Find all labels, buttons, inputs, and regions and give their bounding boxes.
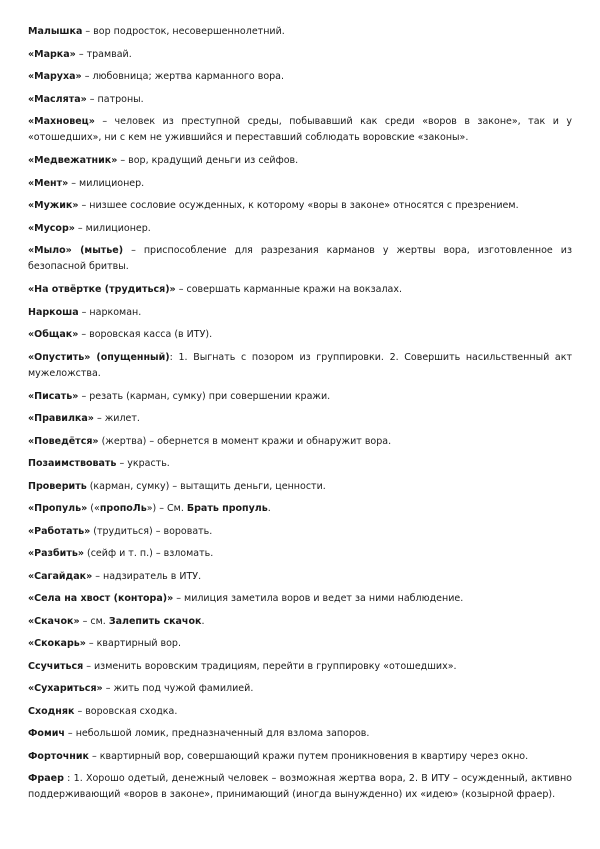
entry-definition: – воровская касса (в ИТУ). xyxy=(78,329,213,340)
entry-term: Фомич xyxy=(28,728,65,739)
entry-definition: – трамвай. xyxy=(75,48,132,60)
entry-definition: – совершать карманные кражи на вокзалах. xyxy=(175,284,402,295)
entry-term: «Мусор» xyxy=(28,222,75,234)
glossary-entry xyxy=(28,153,572,169)
entry-definition: – изменить воровским традициям, перейти в группировку «отошедших». xyxy=(83,660,457,672)
entry-term: «Правилка» xyxy=(28,413,94,424)
entry-definition: – милиция заметила воров и ведет за ними наблюдение. xyxy=(173,593,464,604)
entry-term: Ссучиться xyxy=(28,660,84,672)
entry-definition: – см. xyxy=(79,615,109,627)
entry-term: «Маруха» xyxy=(28,71,82,82)
glossary-entry xyxy=(28,749,572,765)
glossary-entry xyxy=(28,327,572,343)
glossary-entry xyxy=(28,681,572,697)
entry-definition: – любовница; жертва карманного вора. xyxy=(81,71,285,82)
glossary-entry xyxy=(28,47,572,63)
entry-definition: – квартирный вор. xyxy=(85,638,181,649)
glossary-entry xyxy=(28,114,572,146)
entry-term: «Маслята» xyxy=(28,93,87,105)
glossary-entry xyxy=(28,221,572,237)
entry-definition: – воровская сходка. xyxy=(74,705,178,717)
entry-term: Позаимствовать xyxy=(28,458,117,469)
glossary-entry xyxy=(28,305,572,321)
glossary-entry xyxy=(28,479,572,495)
entry-term: Форточник xyxy=(28,750,89,762)
entry-definition: : 1. Выгнать с позором из группировки. 2. Совершить насильственный акт мужеложства. xyxy=(28,351,572,379)
entry-term: Залепить скачок xyxy=(108,615,202,627)
glossary-entry xyxy=(28,524,572,540)
glossary-entry xyxy=(28,771,572,803)
entry-term: «Разбить» xyxy=(28,548,84,559)
glossary-entry xyxy=(28,198,572,214)
entry-definition: – вор, крадущий деньги из сейфов. xyxy=(117,155,299,166)
glossary-entry xyxy=(28,614,572,630)
entry-definition: (« xyxy=(87,503,100,514)
entry-definition: : 1. Хорошо одетый, денежный человек – возможная жертва вора, 2. В ИТУ – осужденный, активно поддерживающий «воров в законе», принимающий (иногда вынужденно) их «идею» (козырной фраер). xyxy=(28,773,572,800)
glossary-entry xyxy=(28,569,572,585)
entry-definition: ») – См. xyxy=(146,503,187,514)
glossary-entry xyxy=(28,591,572,607)
glossary-entry xyxy=(28,243,572,275)
glossary-entries xyxy=(28,24,572,803)
entry-term: «На отвёртке (трудиться)» xyxy=(28,284,176,295)
entry-term: «Мыло» (мытье) xyxy=(28,245,124,256)
entry-term: Брать пропуль xyxy=(186,503,268,514)
entry-term: пропоЛь xyxy=(99,503,147,514)
entry-term: «Сухариться» xyxy=(28,683,103,694)
entry-term: «Марка» xyxy=(28,48,76,60)
glossary-entry xyxy=(28,282,572,298)
entry-term: Наркоша xyxy=(28,306,79,318)
glossary-entry xyxy=(28,726,572,742)
entry-definition: – украсть. xyxy=(116,458,170,469)
glossary-entry xyxy=(28,411,572,427)
entry-term: «Махновец» xyxy=(28,116,95,127)
entry-definition: (карман, сумку) – вытащить деньги, ценности. xyxy=(86,480,326,492)
glossary-entry xyxy=(28,546,572,562)
entry-definition: – жить под чужой фамилией. xyxy=(102,683,254,694)
glossary-entry xyxy=(28,350,572,382)
entry-term: Малышка xyxy=(28,26,83,37)
glossary-entry xyxy=(28,704,572,720)
entry-definition: (сейф и т. п.) – взломать. xyxy=(83,548,214,559)
entry-definition: – милиционер. xyxy=(68,177,145,189)
entry-definition: – надзиратель в ИТУ. xyxy=(92,570,202,582)
glossary-entry xyxy=(28,659,572,675)
entry-definition: – небольшой ломик, предназначенный для взлома запоров. xyxy=(64,728,370,739)
entry-term: «Скачок» xyxy=(28,615,80,627)
entry-definition: – резать (карман, сумку) при совершении кражи. xyxy=(78,390,331,402)
entry-definition: – милиционер. xyxy=(74,222,151,234)
entry-definition: – человек из преступной среды, побывавший как среди «воров в законе», так и у «отошедших», ни с кем не ужившийся и переставший соблюдать воровские «законы». xyxy=(28,116,572,143)
entry-term: «Скокарь» xyxy=(28,638,86,649)
glossary-entry xyxy=(28,636,572,652)
entry-term: Фраер xyxy=(28,773,64,784)
entry-term: «Сагайдак» xyxy=(28,570,93,582)
entry-definition: (трудиться) – воровать. xyxy=(90,525,213,537)
entry-definition: – вор подросток, несовершеннолетний. xyxy=(82,26,285,37)
entry-term: Сходняк xyxy=(28,705,75,717)
entry-term: «Пропуль» xyxy=(28,503,88,514)
entry-definition: – низшее сословие осужденных, к которому «воры в законе» относятся с презрением. xyxy=(78,200,519,211)
entry-definition: – наркоман. xyxy=(78,306,142,318)
entry-definition: – приспособление для разрезания карманов у жертвы вора, изготовленное из безопасной бритвы. xyxy=(28,245,572,272)
entry-term: «Мент» xyxy=(28,177,69,189)
entry-term: «Опустить» (опущенный) xyxy=(28,351,170,363)
entry-term: Проверить xyxy=(28,480,87,492)
entry-term: «Села на хвост (контора)» xyxy=(28,593,174,604)
entry-definition: . xyxy=(201,615,205,627)
glossary-entry xyxy=(28,389,572,405)
entry-definition: . xyxy=(267,503,271,514)
entry-definition: (жертва) – обернется в момент кражи и обнаружит вора. xyxy=(98,435,392,447)
entry-term: «Общак» xyxy=(28,329,79,340)
glossary-entry xyxy=(28,456,572,472)
entry-term: «Поведётся» xyxy=(28,435,99,447)
entry-term: «Мужик» xyxy=(28,200,79,211)
entry-definition: – патроны. xyxy=(86,93,144,105)
entry-term: «Медвежатник» xyxy=(28,155,118,166)
glossary-entry xyxy=(28,176,572,192)
glossary-entry xyxy=(28,69,572,85)
entry-term: «Работать» xyxy=(28,525,91,537)
glossary-entry xyxy=(28,92,572,108)
entry-definition: – жилет. xyxy=(93,413,140,424)
entry-term: «Писать» xyxy=(28,390,79,402)
glossary-entry xyxy=(28,24,572,40)
entry-definition: – квартирный вор, совершающий кражи путем проникновения в квартиру через окно. xyxy=(88,750,529,762)
glossary-entry xyxy=(28,434,572,450)
glossary-entry xyxy=(28,501,572,517)
